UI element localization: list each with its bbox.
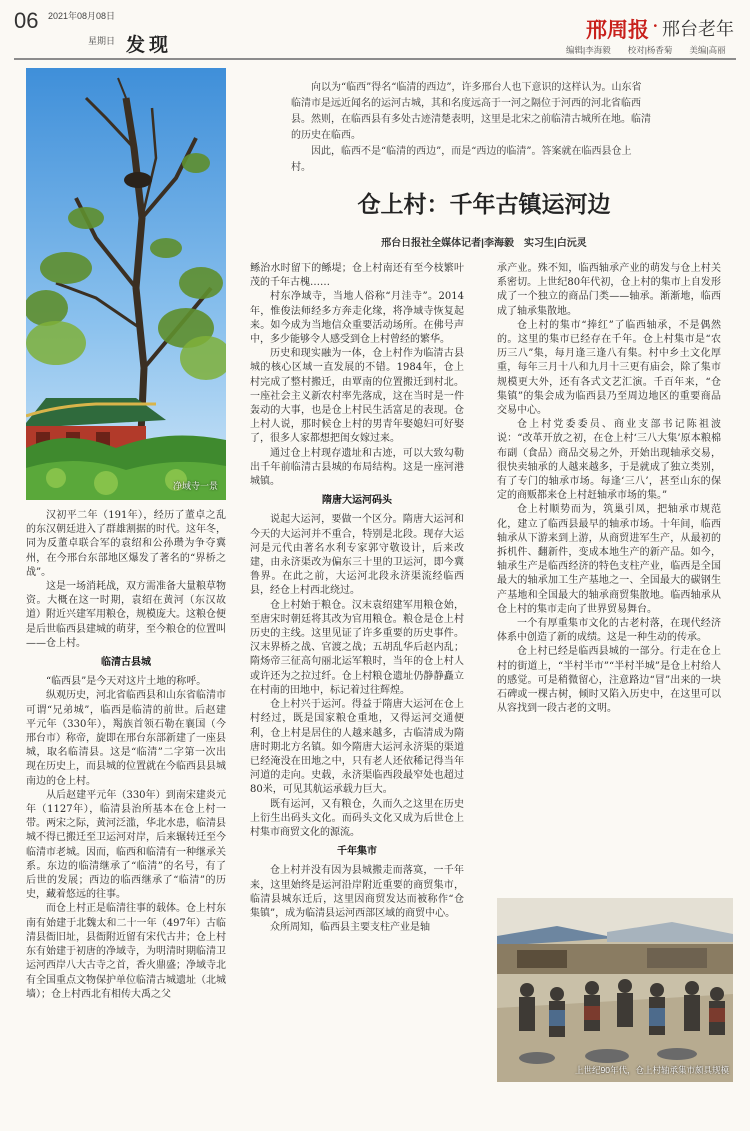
col2-paragraph-4: 通过仓上村现存遗址和古迹，可以大致勾勒出千年前临清古县城的布局结构。这是一座河港城镇。 xyxy=(250,447,464,488)
col3-paragraph-3: 仓上村党委委员、商业支部书记陈祖波说：“改革开放之初，在仓上村‘三八大集’原本粮棉布副（食品）商品交易之外，开始出现轴承交易，很快卖轴承的人越来越多，于是就成了独立类别，有了专门的轴承市场。每逢‘三八’，甚至山东的保定的商贩都来仓上村赶轴承市场的集。” xyxy=(497,419,721,502)
col3-paragraph-1: 承产业。殊不知，临西轴承产业的萌发与仓上村关系密切。上世纪80年代初，仓上村的集市上自发形成了一个独立的商品门类——轴承。渐渐地，临西成了轴承集散地。 xyxy=(497,263,721,317)
intro-paragraph-2: 因此，临西不是“临清的西边”，而是“西边的临清”。答案就在临西县仓上村。 xyxy=(291,146,632,173)
col2-paragraph-6: 仓上村始于粮仓。汉末袁绍建军用粮仓始，至唐宋时朝廷将其改为官用粮仓。粮仓是仓上村历史的主线。这里见证了许多重要的历史事件。汉末界桥之战、官渡之战；五胡乱华后赵内乱；隋炀帝三征高句丽北运军粮时，当年的仓上村人或许还为之拉过纤。仓上村粮仓遗址仍静静矗立在村南的田地中，标记着过往辉煌。 xyxy=(250,599,464,696)
logo-separator: · xyxy=(652,14,659,38)
article-byline: 邢台日报社全媒体记者|李海毅 实习生|白沅灵 xyxy=(381,238,587,249)
section-title: 发现 xyxy=(126,34,173,56)
article-column-1 xyxy=(26,509,226,1121)
col2-paragraph-10: 众所周知，临西县主要支柱产业是轴 xyxy=(270,922,430,934)
bearing-market-image xyxy=(497,898,733,1082)
subheading-ancient-county: 临清古县城 xyxy=(101,657,151,669)
col1-paragraph-6: 而仓上村正是临清往事的载体。仓上村东南有始建于北魏太和二十一年（497年）古临清县衙旧址，县衙附近留有宋代古井；仓上村东有始建于初唐的净域寺，为明清时期临清卫运河西岸八大古寺之首，香火鼎盛；净域寺北有全国重点文物保护单位临清古城遗址（北城墙）；仓上村西北有相传大禹之父 xyxy=(26,903,226,1000)
page-number: 06 xyxy=(14,8,39,33)
issue-date: 2021年08月08日 xyxy=(48,11,116,21)
article-column-3 xyxy=(497,262,721,890)
col3-paragraph-4: 仓上村顺势而为，筑巢引凤，把轴承市规范化，建立了临西县最早的轴承市场。十年间，临西轴承从下游来到上游，从商贸进军生产，从最初的拆机件、翻新件，变成本地生产的新产品。如今，轴承生产是临西经济的特色支柱产业，临西是全国最大的轴承加工生产基地之一、全国最大的碳钢生产基地和全国最大的轴承商贸集散地。临西轴承从仓上村的集市走向了世界贸易舞台。 xyxy=(497,504,721,615)
col2-paragraph-9: 仓上村并没有因为县城搬走而落寞，一千年来，这里始终是运河沿岸附近重要的商贸集市，临清县城东迁后，这里因商贸发达而被称作“仓集镇”，成为临清县运河西部区域的商贸中心。 xyxy=(250,865,464,919)
article-column-2 xyxy=(250,262,464,1122)
page-header xyxy=(0,0,750,62)
temple-tree-image xyxy=(26,68,226,500)
col3-paragraph-5: 一个有厚重集市文化的古老村落，在现代经济体系中创造了新的成绩。这是一种生动的传承。 xyxy=(497,618,721,644)
col1-paragraph-3: “临西县”是今天对这片土地的称呼。 xyxy=(46,676,207,688)
col2-paragraph-1: 鲧治水时留下的鲧堤；仓上村南还有至今枝繁叶茂的千年古槐…… xyxy=(250,263,464,289)
header-rule xyxy=(14,58,736,60)
editor-credits: 编辑|李海毅 校对|杨香菊 美编|高丽 xyxy=(566,45,726,55)
article-intro xyxy=(291,80,651,176)
top-photo-caption: 净域寺一景 xyxy=(172,481,218,491)
article-title: 仓上村：千年古镇运河边 xyxy=(357,191,611,217)
col1-paragraph-4: 纵观历史，河北省临西县和山东省临清市可谓“兄弟城”，临西是临清的前世。后赵建平元年（330年），羯族首领石勒在襄国（今邢台市）称帝，旋即在邢台东部新建了一座县城，取名临清县。这是“临清”二字第一次出现在历史上，而县城的位置就在今临西县县城南边的仓上村。 xyxy=(26,690,226,787)
column-name: 邢台老年 xyxy=(662,19,734,39)
col2-paragraph-8: 既有运河，又有粮仓，久而久之这里在历史上衍生出码头文化。而码头文化又成为后世仓上村集市商贸文化的源流。 xyxy=(250,798,464,838)
bottom-photo-caption: 上世纪90年代，仓上村轴承集市颇具规模 xyxy=(575,1065,729,1075)
subheading-canal-wharf: 隋唐大运河码头 xyxy=(322,495,392,507)
issue-weekday: 星期日 xyxy=(88,36,116,46)
intro-paragraph-1: 向以为“临西”得名“临清的西边”，许多邢台人也下意识的这样认为。山东省临清市是远近闻名的运河古城，其和名度远高于一河之隔位于河西的河北省临西县。然则，在临西县有多处古迹清楚表明，这里是北宋之前临清古城所在地。临清的历史在临西。 xyxy=(291,82,651,141)
bearing-market-photo xyxy=(497,898,733,1082)
subheading-millennium-market: 千年集市 xyxy=(337,846,377,858)
col2-paragraph-3: 历史和现实融为一体，仓上村作为临清古县城的核心区域一直发展的不错。1984年，仓上村完成了整村搬迁，由覃南的位置搬迁到村北。一座社会主义新农村率先落成，这在当时是一件轰动的大事，也是仓上村民生活富足的表现。仓上村人说，那时候仓上村的男青年娶媳妇可好娶了，很多人家都想把闺女嫁过来。 xyxy=(250,348,464,445)
col1-paragraph-1: 汉初平二年（191年），经历了董卓之乱的东汉朝廷进入了群雄割据的时代。这年冬，同为反董卓联合军的袁绍和公孙瓒为争夺冀州，在今邢台东部地区爆发了著名的“界桥之战”。 xyxy=(26,510,226,578)
temple-tree-photo xyxy=(26,68,226,500)
col1-paragraph-5: 从后赵建平元年（330年）到南宋建炎元年（1127年），临清县治所基本在仓上村一带。两宋之际，黄河泛滥，华北水患，临清县城不得已搬迁至卫运河对岸，后来辗转迁至今临清市老城。因而，临西和临清有一种继承关系。东边的临清继承了“临清”的名号，有了后世的发展；西边的临西继承了“临清”的历史，藏着悠远的往事。 xyxy=(26,789,226,901)
newspaper-logo: 邢周报 xyxy=(586,19,649,42)
col2-paragraph-7: 仓上村兴于运河。得益于隋唐大运河在仓上村经过，既是国家粮仓重地，又得运河交通便利，仓上村是居住的人越来越多，古临清成为隋唐时期北方名镇。如今隋唐大运河永济渠的渠道已经淹没在田地之中，只有老人还依稀记得当年河道的走向。史载，永济渠临西段最窄处也超过80米，可见其航运承载力巨大。 xyxy=(250,699,464,796)
col2-paragraph-2: 村东净域寺，当地人俗称“月洼寺”。2014年，惟俊法师经多方奔走化缘，将净域寺恢复起来。如今成为当地信众重要活动场所。在佛号声中，多少能够令人感受到仓上村曾经的繁华。 xyxy=(250,291,464,346)
col3-paragraph-2: 仓上村的集市“捧红”了临西轴承，不是偶然的。这里的集市已经存在千年。仓上村集市是“农历三八”集，每月逢三逢八有集。村中乡土文化厚重，每年三月十八和九月十三更有庙会，除了集市规模更大外，还有各式文艺汇演。千百年来，“仓集镇”的集会成为临西县乃至周边地区的重要商品交易中心。 xyxy=(497,319,721,417)
col1-paragraph-2: 这是一场消耗战，双方需准备大量粮草物资。大概在这一时期，袁绍在黄河（东汉故道）附近兴建军用粮仓，规模庞大。这粮仓便是后世临西县建城的萌芽，至今粮仓的位置叫——仓上村。 xyxy=(26,581,226,649)
col3-paragraph-6: 仓上村已经是临西县城的一部分。行走在仓上村的街道上，“半村半市”“半村半城”是仓上村给人的感觉。可是稍微留心，注意路边“冒”出来的一块石碑或一棵古树，倾时又陷入历史中，在这里可以从容找到一段古老的文明。 xyxy=(497,646,721,715)
col2-paragraph-5: 说起大运河，要做一个区分。隋唐大运河和今天的大运河并不重合，特别是北段。现存大运河是元代由著名水利专家郭守敬设计，后来改建，由永济渠改为偏东三十里的卫运河，即今冀鲁界。在此之前，大运河北段永济渠流经临西县，经仓上村西北绕过。 xyxy=(250,514,464,597)
